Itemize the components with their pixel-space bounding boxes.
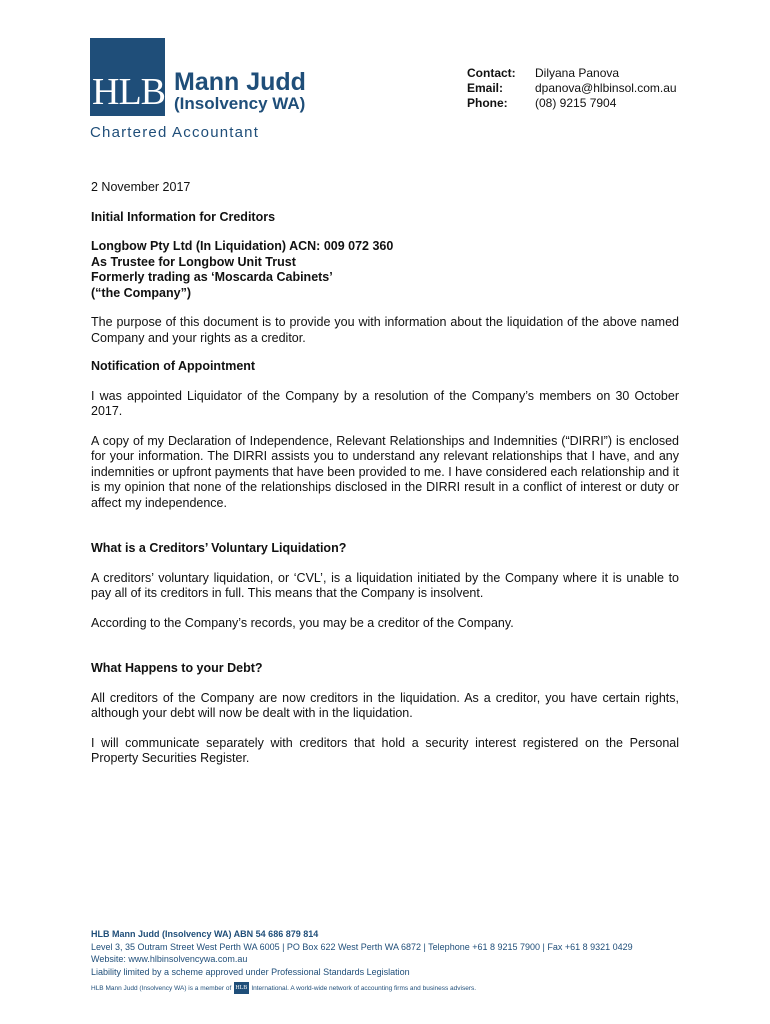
contact-value: Dilyana Panova: [535, 66, 620, 80]
phone-label: Phone:: [467, 96, 508, 110]
footer: [91, 928, 691, 996]
contact-label: Contact:: [467, 66, 516, 80]
footer-member-text: HLB Mann Judd (Insolvency WA) is a member of: [91, 985, 232, 992]
section-paragraph: A creditors’ voluntary liquidation, or ‘CVL’, is a liquidation initiated by the Company where it is unable to pay all of its creditors in full. This means that the Company is insolvent.: [91, 570, 679, 600]
company-block: [91, 239, 679, 301]
footer-liability: Liability limited by a scheme approved under Professional Standards Legislation: [91, 966, 410, 977]
section-heading: What Happens to your Debt?: [91, 661, 263, 675]
letter-heading: Initial Information for Creditors: [91, 209, 276, 224]
footer-network-text: International. A world-wide network of accounting firms and business advisers.: [251, 985, 477, 992]
section-heading: Notification of Appointment: [91, 359, 256, 373]
logo-mark: HLB: [92, 71, 165, 113]
section-paragraph: I will communicate separately with creditors that hold a security interest registered on the Personal Property Securities Register.: [91, 735, 679, 765]
company-line: Longbow Pty Ltd (In Liquidation) ACN: 009 072 360: [91, 239, 394, 253]
purpose-paragraph: The purpose of this document is to provide you with information about the liquidation of the above named Company and your rights as a creditor.: [91, 315, 679, 345]
letter-body: [91, 180, 679, 767]
logo-tagline: Chartered Accountant: [90, 124, 260, 141]
section-heading: What is a Creditors’ Voluntary Liquidation?: [91, 541, 347, 555]
footer-membership: [91, 981, 691, 996]
footer-address: Level 3, 35 Outram Street West Perth WA 6005 | PO Box 622 West Perth WA 6872 | Telephone +61 8 9215 7900 | Fax +61 8 9321 0429: [91, 941, 633, 952]
section-paragraph: A copy of my Declaration of Independence, Relevant Relationships and Indemnities (“DIRRI”) is enclosed for your information. The DIRRI assists you to understand any relevant relationships that I have, and any indemnities or upfront payments that have been provided to me. I have considered each relationship and it is my opinion that none of the relationships disclosed in the DIRRI result in a conflict of interest or duty or affect my independence.: [91, 433, 679, 510]
footer-website[interactable]: Website: www.hlbinsolvencywa.com.au: [91, 954, 248, 964]
letter-date: 2 November 2017: [91, 180, 191, 194]
footer-company: HLB Mann Judd (Insolvency WA) ABN 54 686 879 814: [91, 929, 319, 939]
company-line: As Trustee for Longbow Unit Trust: [91, 254, 296, 269]
phone-value: (08) 9215 7904: [535, 96, 617, 110]
logo-subtitle: (Insolvency WA): [174, 94, 306, 113]
company-line: (“the Company”): [91, 285, 191, 300]
section-paragraph: All creditors of the Company are now creditors in the liquidation. As a creditor, you have certain rights, although your debt will now be dealt with in the liquidation.: [91, 690, 679, 720]
company-line: Formerly trading as ‘Moscarda Cabinets’: [91, 270, 333, 284]
section-paragraph: According to the Company’s records, you may be a creditor of the Company.: [91, 615, 514, 630]
section-paragraph: I was appointed Liquidator of the Company by a resolution of the Company’s members on 30 October 2017.: [91, 388, 679, 418]
hlb-mini-logo: HLB: [234, 982, 249, 994]
email-value[interactable]: dpanova@hlbinsol.com.au: [535, 81, 677, 95]
email-label: Email:: [467, 81, 504, 95]
logo-name: Mann Judd: [174, 68, 306, 96]
